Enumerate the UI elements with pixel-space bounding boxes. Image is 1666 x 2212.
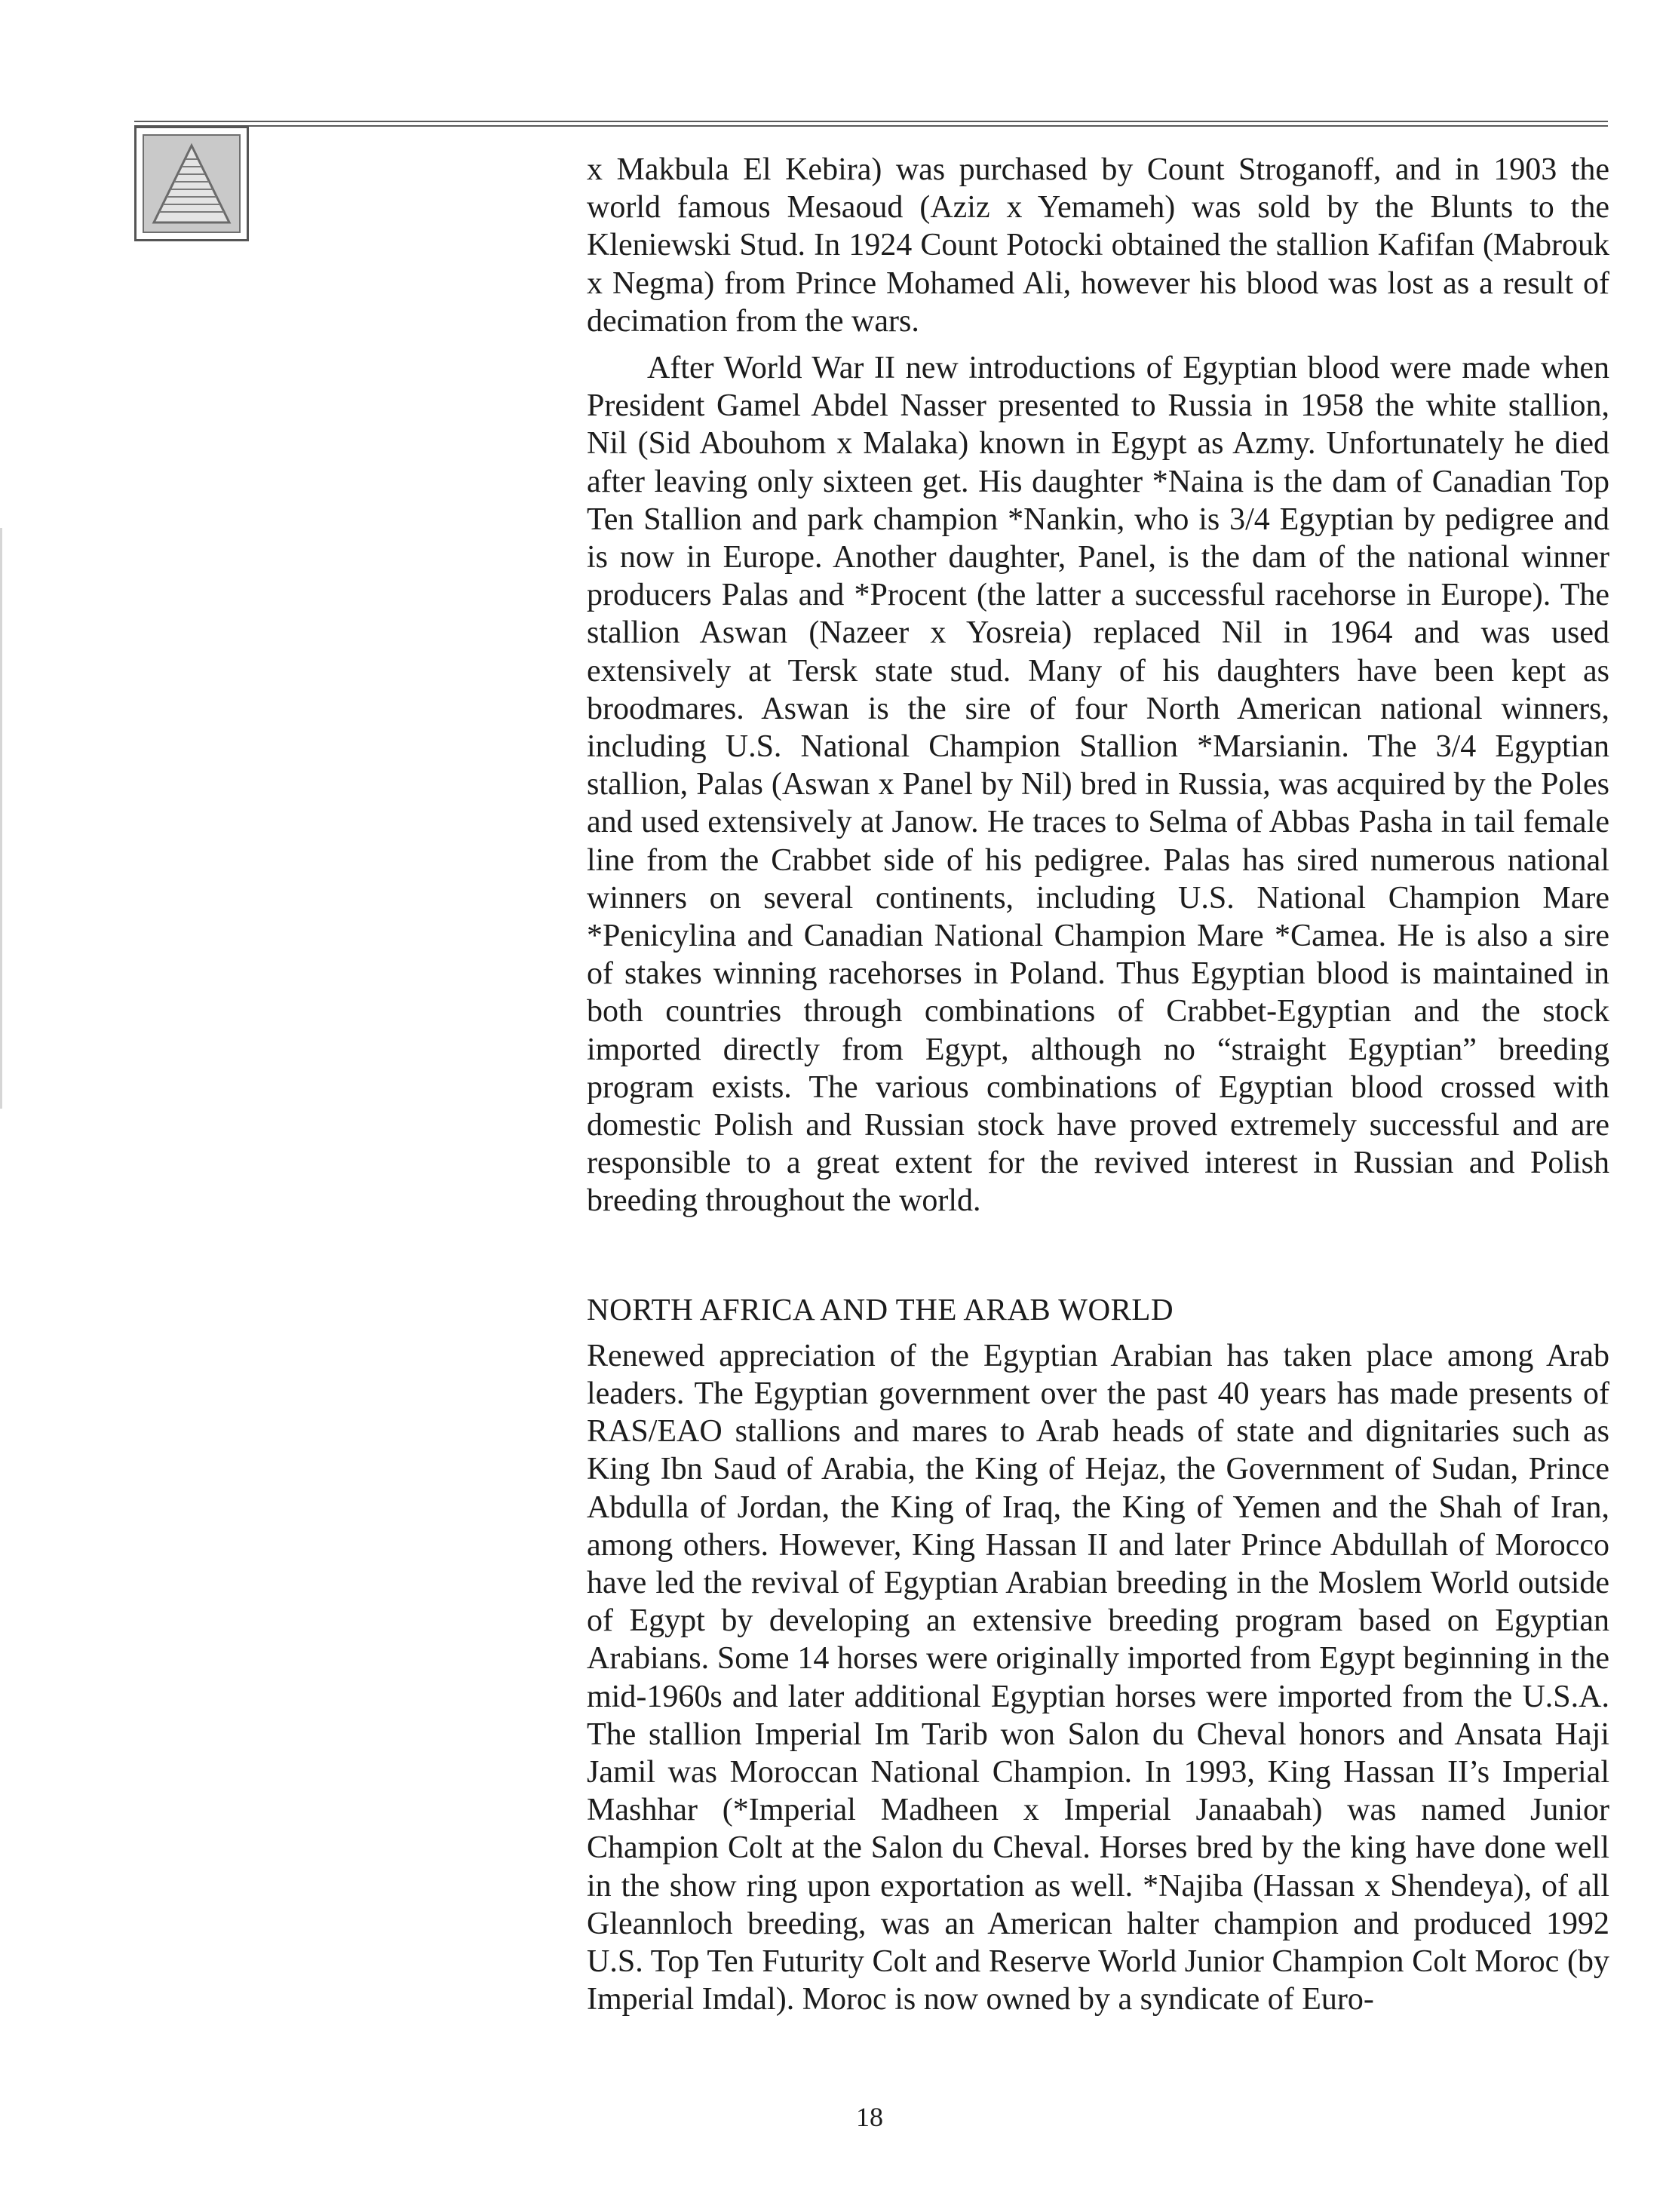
page-number: 18 — [856, 2102, 883, 2132]
body-paragraph-1: x Makbula El Kebira) was purchased by Count Stroganoff, and in 1903 the world famous Mesaoud (Aziz x Yemameh) was sold by the Blunts to the Kleniewski Stud. In 1924 Count Potocki obtained the stallion Kafifan (Mabrouk x Negma) from Prince Mohamed Ali, however his blood was lost as a result of decimation from the wars. — [587, 152, 1609, 339]
section-heading: NORTH AFRICA AND THE ARAB WORLD — [587, 1291, 1174, 1327]
main-text-column — [587, 151, 1609, 2018]
body-paragraph-2: After World War II new introductions of Egyptian blood were made when President Gamel Abdel Nasser presented to Russia in 1958 the white stallion, Nil (Sid Abouhom x Malaka) known in Egypt as Azmy. Unfortunately he died after leaving only sixteen get. His daughter *Naina is the dam of Canadian Top Ten Stallion and park champion *Nankin, who is 3/4 Egyptian by pedigree and is now in Europe. Another daughter, Panel, is the dam of the national winner producers Palas and *Procent (the latter a successful racehorse in Europe). The stallion Aswan (Nazeer x Yosreia) replaced Nil in 1964 and was used extensively at Tersk state stud. Many of his daughters have been kept as broodmares. Aswan is the sire of four North American national winners, including U.S. National Champion Stallion *Marsianin. The 3/4 Egyptian stallion, Palas (Aswan x Panel by Nil) bred in Russia, was acquired by the Poles and used extensively at Janow. He traces to Selma of Abbas Pasha in tail female line from the Crabbet side of his pedigree. Palas has sired numerous national winners on several continents, including U.S. National Champion Mare *Penicylina and Canadian National Champion Mare *Camea. He is also a sire of stakes winning racehorses in Poland. Thus Egyptian blood is maintained in both countries through combinations of Crabbet-Egyptian and the stock imported directly from Egypt, although no “straight Egyptian” breeding program exists. The various combinations of Egyptian blood crossed with domestic Polish and Russian stock have proved extremely successful and are responsible to a great extent for the revived interest in Russian and Polish breeding throughout the world. — [587, 351, 1609, 1219]
scan-edge-shadow — [0, 528, 2, 1109]
body-paragraph-3: Renewed appreciation of the Egyptian Arabian has taken place among Arab leaders. The Egyptian government over the past 40 years has made presents of RAS/EAO stallions and mares to Arab heads of state and dignitaries such as King Ibn Saud of Arabia, the King of Hejaz, the Government of Sudan, Prince Abdulla of Jordan, the King of Iraq, the King of Yemen and the Shah of Iran, among others. However, King Hassan II and later Prince Abdullah of Morocco have led the revival of Egyptian Arabian breeding in the Moslem World outside of Egypt by developing an extensive breeding program based on Egyptian Arabians. Some 14 horses were originally imported from Egypt beginning in the mid-1960s and later additional Egyptian horses were imported from the U.S.A. The stallion Imperial Im Tarib won Salon du Cheval honors and Ansata Haji Jamil was Moroccan National Champion. In 1993, King Hassan II’s Imperial Mashhar (*Imperial Madheen x Imperial Janaabah) was named Junior Champion Colt at the Salon du Cheval. Horses bred by the king have done well in the show ring upon exportation as well. *Najiba (Hassan x Shendeya), of all Gleannloch breeding, was an American halter champion and produced 1992 U.S. Top Ten Futurity Colt and Reserve World Junior Champion Colt Moroc (by Imperial Imdal). Moroc is now owned by a syndicate of Euro- — [587, 1338, 1609, 2017]
header-double-rule — [134, 121, 1608, 127]
pyramid-logo — [134, 126, 249, 241]
pyramid-icon — [134, 126, 249, 241]
